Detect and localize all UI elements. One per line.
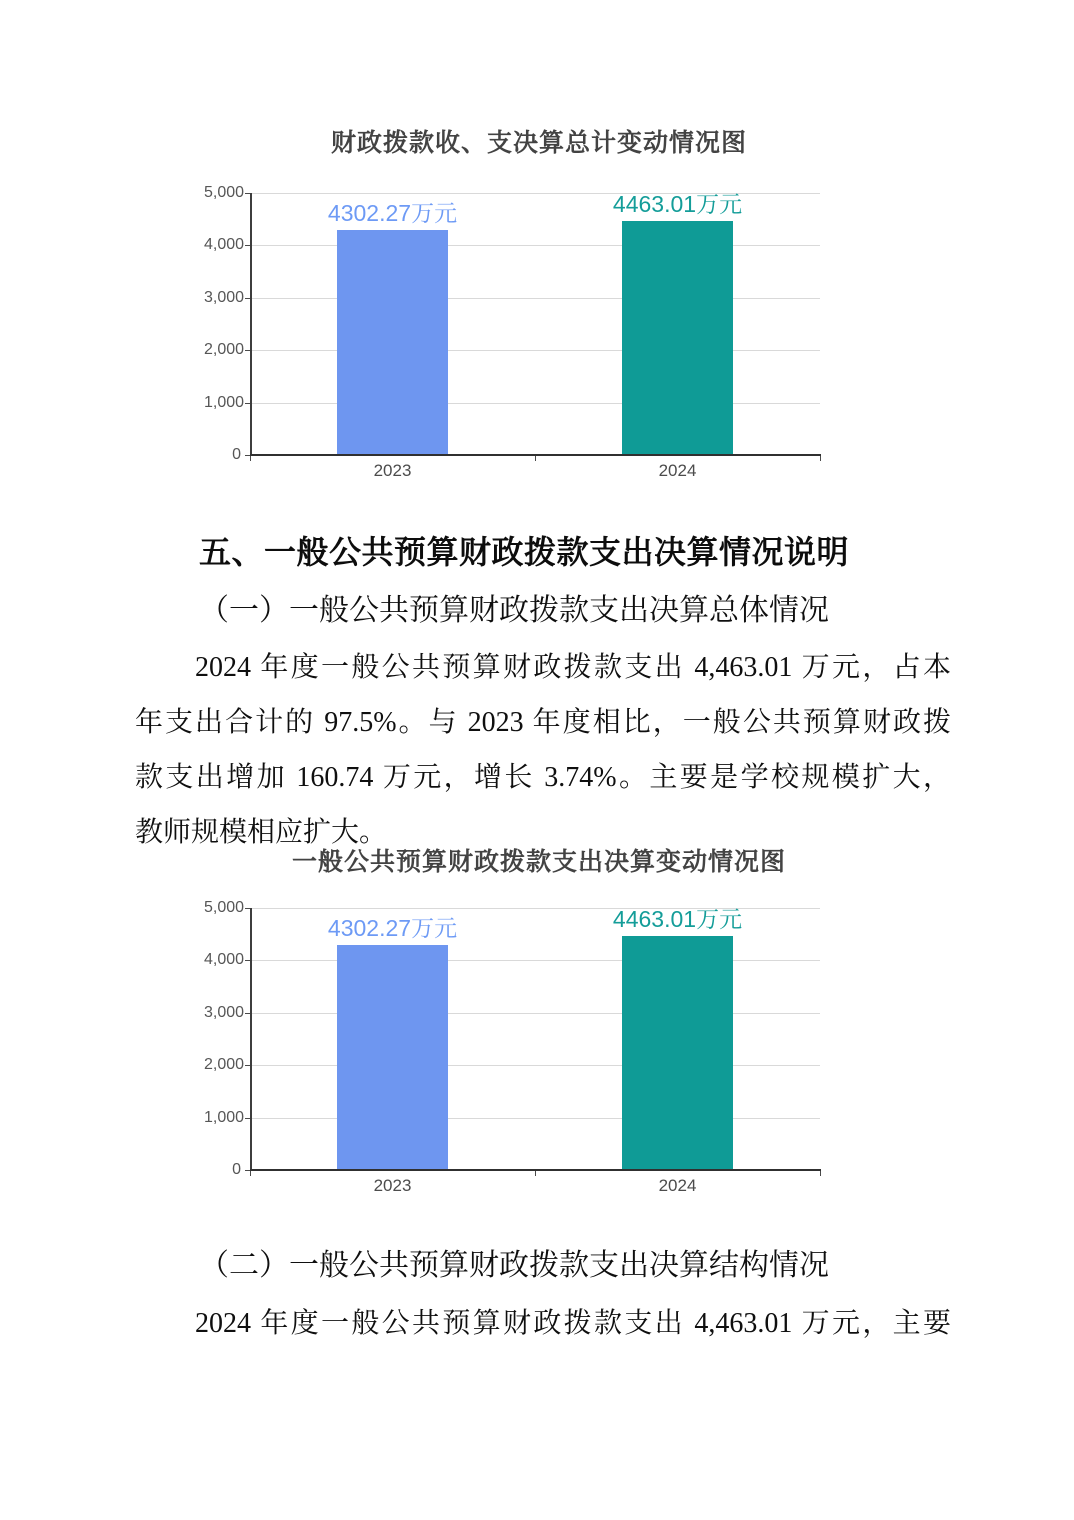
y-tick-label: 4,000 [204, 236, 245, 254]
gridline [250, 245, 820, 246]
paragraph-line: 年支出合计的 97.5%。与 2023 年度相比，一般公共预算财政拨 [135, 707, 951, 738]
section5-heading: 五、一般公共预算财政拨款支出决算情况说明 [199, 534, 850, 570]
gridline [250, 1118, 820, 1119]
x-category-label: 2023 [373, 1176, 412, 1195]
y-tick-label: 3,000 [204, 288, 245, 306]
plot-area [204, 184, 826, 463]
bar-value-label: 4302.27万元 [327, 199, 458, 226]
paragraph-line: 款支出增加 160.74 万元，增长 3.74%。主要是学校规模扩大， [135, 762, 951, 793]
gridline [250, 403, 820, 404]
paragraph-line: 教师规模相应扩大。 [135, 817, 388, 848]
chart-budget-expenditure-change [204, 845, 826, 1204]
section5-sub1-paragraph [135, 640, 951, 860]
y-tick-label: 5,000 [204, 899, 245, 916]
y-axis-line [250, 193, 252, 455]
section5-sub2-paragraph [135, 1302, 951, 1346]
y-tick-label: 4,000 [204, 951, 245, 969]
bar-2023 [337, 945, 448, 1170]
x-category-label: 2024 [658, 1176, 697, 1195]
x-category-label: 2023 [373, 461, 412, 480]
chart-canvas [204, 899, 826, 1204]
y-tick-label: 0 [232, 1161, 241, 1178]
bar-2023 [337, 230, 448, 455]
gridline [250, 1065, 820, 1066]
y-tick-label: 3,000 [204, 1003, 245, 1021]
y-tick-label: 5,000 [204, 184, 245, 201]
gridline [250, 298, 820, 299]
x-axis-line [250, 1169, 821, 1171]
chart-canvas [204, 184, 826, 489]
gridline [250, 1013, 820, 1014]
chart-title: 一般公共预算财政拨款支出决算变动情况图 [291, 848, 786, 876]
y-axis-line [250, 908, 252, 1170]
paragraph-line: 2024 年度一般公共预算财政拨款支出 4,463.01 万元，占本 [195, 652, 951, 683]
bar-value-label: 4302.27万元 [327, 914, 458, 941]
bar-value-label: 4463.01万元 [612, 906, 743, 933]
bar-value-label: 4463.01万元 [612, 191, 743, 218]
x-category-label: 2024 [658, 461, 697, 480]
chart-fiscal-appropriation-total-change [204, 126, 826, 489]
y-tick-label: 0 [232, 446, 241, 463]
y-tick-label: 2,000 [204, 341, 245, 359]
bar-2024 [622, 221, 733, 455]
y-tick-label: 1,000 [204, 1108, 245, 1126]
gridline [250, 960, 820, 961]
bar-2024 [622, 936, 733, 1170]
section5-sub1-heading: （一）一般公共预算财政拨款支出决算总体情况 [199, 594, 829, 627]
gridline [250, 350, 820, 351]
paragraph-line: 2024 年度一般公共预算财政拨款支出 4,463.01 万元，主要 [195, 1308, 951, 1339]
x-axis-line [250, 454, 821, 456]
y-tick-label: 2,000 [204, 1056, 245, 1074]
y-tick-label: 1,000 [204, 393, 245, 411]
plot-area [204, 899, 826, 1178]
chart-title: 财政拨款收、支决算总计变动情况图 [330, 129, 747, 157]
section5-sub2-heading: （二）一般公共预算财政拨款支出决算结构情况 [199, 1249, 829, 1282]
